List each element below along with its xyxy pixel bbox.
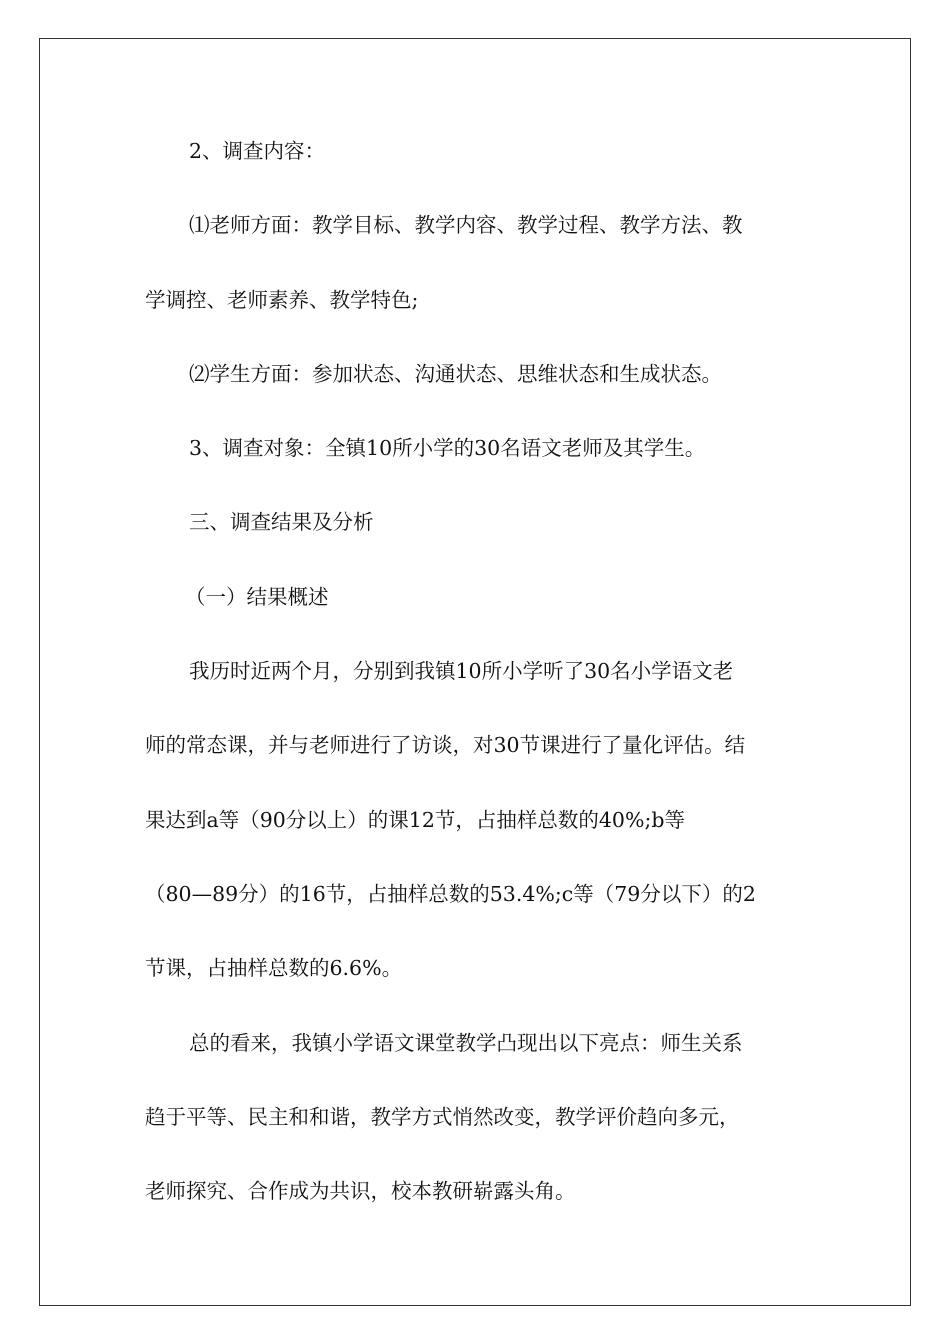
paragraph-summary-line-1: 我历时近两个月，分别到我镇10所小学听了30名小学语文老 bbox=[189, 659, 734, 684]
paragraph-summary-line-5: 节课，占抽样总数的6.6%。 bbox=[145, 956, 403, 981]
paragraph-highlights-line-3: 老师探究、合作成为共识，校本教研崭露头角。 bbox=[145, 1179, 576, 1204]
paragraph-teacher-aspect-cont: 学调控、老师素养、教学特色; bbox=[145, 287, 419, 312]
heading-results-analysis: 三、调查结果及分析 bbox=[189, 510, 374, 535]
paragraph-highlights-line-2: 趋于平等、民主和和谐，教学方式悄然改变，教学评价趋向多元， bbox=[145, 1104, 740, 1129]
heading-results-summary: （一）结果概述 bbox=[185, 584, 329, 609]
document-body bbox=[145, 133, 810, 1247]
paragraph-teacher-aspect: ⑴老师方面：教学目标、教学内容、教学过程、教学方法、教 bbox=[189, 213, 743, 238]
paragraph-highlights-line-1: 总的看来，我镇小学语文课堂教学凸现出以下亮点：师生关系 bbox=[189, 1030, 743, 1055]
paragraph-student-aspect: ⑵学生方面：参加状态、沟通状态、思维状态和生成状态。 bbox=[189, 361, 722, 386]
section-survey-content: 2、调查内容： bbox=[189, 139, 326, 163]
paragraph-summary-line-4: （80—89分）的16节，占抽样总数的53.4%;c等（79分以下）的2 bbox=[145, 881, 756, 906]
section-survey-target: 3、调查对象：全镇10所小学的30名语文老师及其学生。 bbox=[189, 436, 706, 461]
paragraph-summary-line-3: 果达到a等（90分以上）的课12节，占抽样总数的40%;b等 bbox=[145, 807, 685, 832]
paragraph-summary-line-2: 师的常态课，并与老师进行了访谈，对30节课进行了量化评估。结 bbox=[145, 733, 746, 758]
